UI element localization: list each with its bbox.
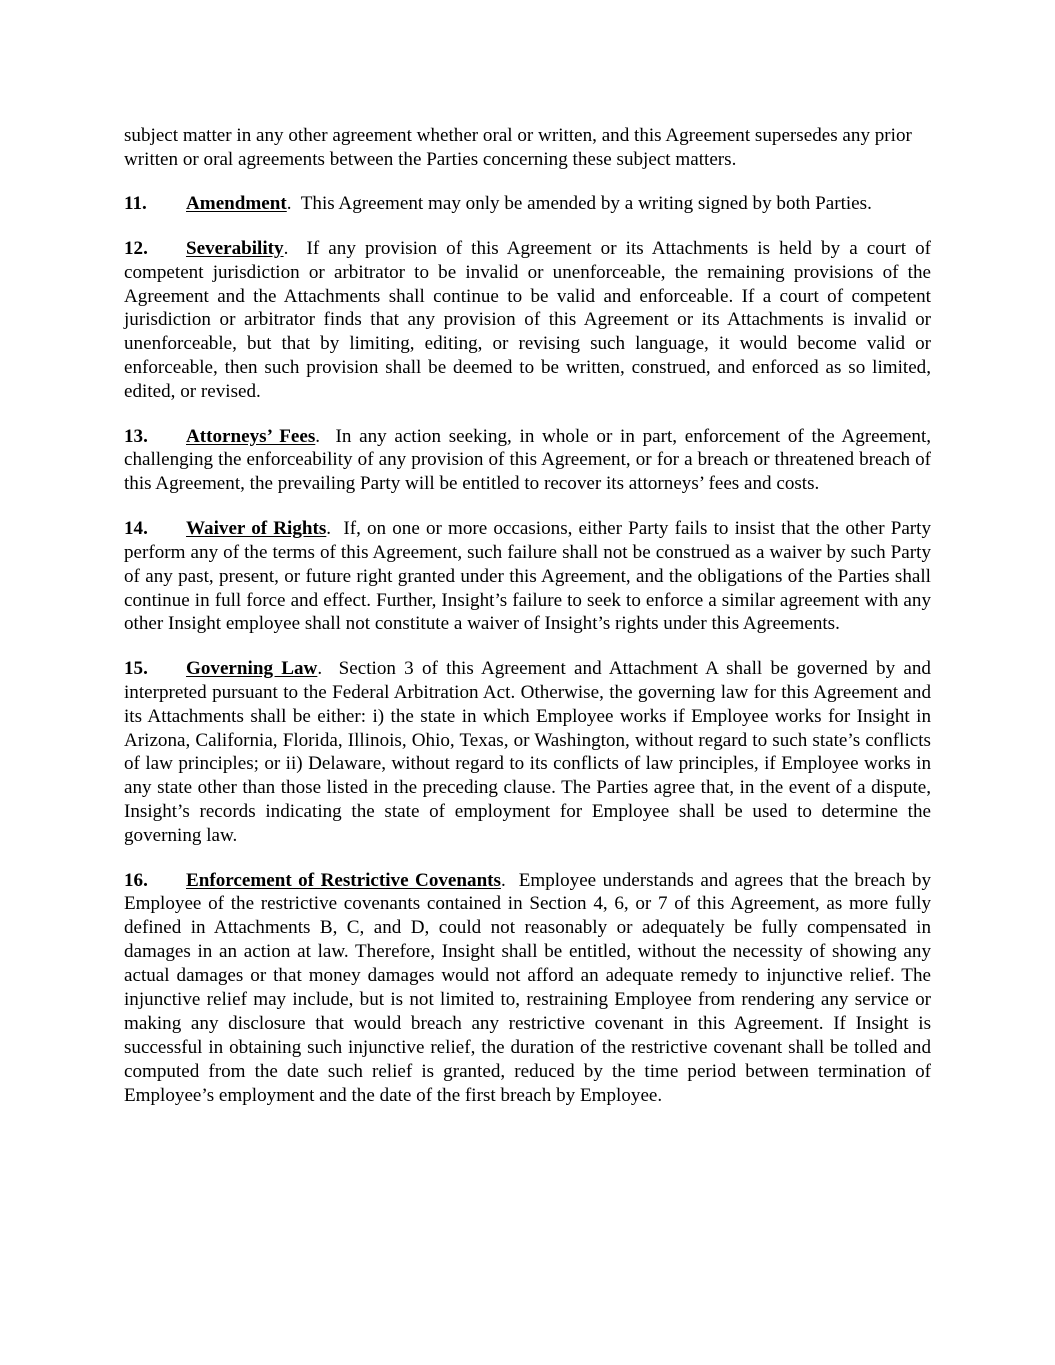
- section-number: 14.: [124, 517, 148, 539]
- section-heading: Severability: [186, 237, 284, 259]
- section-heading: Attorneys’ Fees: [186, 425, 316, 447]
- section-number: 11.: [124, 193, 147, 215]
- section-12: 12. Severability. If any provision of this Agreement or its Attachments is held by a court of competent jurisdiction or arbitrator to be invalid or unenforceable, the remaining provisions of the Agreement and the Attachments shall continue to be valid and enforceable. If a court of competent jurisdiction or arbitrator finds that any provision of this Agreement or its Attachments is invalid or unenforceable, but that by limiting, editing, or revising such language, it would become valid or enforceable, then such provision shall be deemed to be written, construed, and enforced as so limited, edited, or revised.: [124, 237, 931, 403]
- section-number: 15.: [124, 657, 148, 679]
- section-heading: Enforcement of Restrictive Covenants: [186, 869, 501, 891]
- intro-paragraph: subject matter in any other agreement whether oral or written, and this Agreement supersedes any prior written or oral agreements between the Parties concerning these subject matters.: [124, 125, 912, 170]
- section-heading: Governing Law: [186, 657, 318, 679]
- section-15: 15. Governing Law. Section 3 of this Agreement and Attachment A shall be governed by and interpreted pursuant to the Federal Arbitration Act. Otherwise, the governing law for this Agreement and its Attachments shall be either: i) the state in which Employee works if Employee works for Insight in Arizona, California, Florida, Illinois, Ohio, Texas, or Washington, without regard to such state’s conflicts of law principles; or ii) Delaware, without regard to its conflicts of law principles, if Employee works in any state other than those listed in the preceding clause. The Parties agree that, in the event of a dispute, Insight’s records indicating the state of employment for Employee shall be used to determine the governing law.: [124, 657, 931, 847]
- section-number: 16.: [124, 869, 148, 891]
- section-14: 14. Waiver of Rights. If, on one or more occasions, either Party fails to insist that the other Party perform any of the terms of this Agreement, such failure shall not be construed as a waiver by such Party of any past, present, or future right granted under this Agreement, and the obligations of the Parties shall continue in full force and effect. Further, Insight’s failure to seek to enforce a similar agreement with any other Insight employee shall not constitute a waiver of Insight’s rights under this Agreements.: [124, 517, 932, 635]
- section-body: If any provision of this Agreement or its Attachments is held by a court of competent jurisdiction or arbitrator to be invalid or unenforceable, the remaining provisions of the Agreement and the Attachments shall continue to be valid and enforceable. If a court of competent jurisdiction or arbitrator finds that any provision of this Agreement or its Attachments is invalid or unenforceable, but that by limiting, editing, or revising such language, it would become valid or enforceable, then such provision shall be deemed to be written, construed, and enforced as so limited, edited, or revised.: [124, 237, 931, 403]
- section-body: In any action seeking, in whole or in part, enforcement of the Agreement, challenging the enforceability of any provision of this Agreement, or for a breach or threatened breach of this Agreement, the prevailing Party will be entitled to recover its attorneys’ fees and costs.: [124, 425, 932, 495]
- section-body: Employee understands and agrees that the breach by Employee of the restrictive covenants contained in Section 4, 6, or 7 of this Agreement, as more fully defined in Attachments B, C, and D, could not reasonably or adequately be fully compensated in damages in an action at law. Therefore, Insight shall be entitled, without the necessity of showing any actual damages or that money damages would not afford an adequate remedy to injunctive relief. The injunctive relief may include, but is not limited to, restraining Employee from rendering any service or making any disclosure that would breach any restrictive covenant in this Agreement. If Insight is successful in obtaining such injunctive relief, the duration of the restrictive covenant shall be tolled and computed from the date such relief is granted, reduced by the time period between termination of Employee’s employment and the date of the first breach by Employee.: [124, 869, 931, 1106]
- section-number: 12.: [124, 237, 148, 259]
- section-body: Section 3 of this Agreement and Attachment A shall be governed by and interpreted pursuant to the Federal Arbitration Act. Otherwise, the governing law for this Agreement and its Attachments shall be either: i) the state in which Employee works if Employee works for Insight in Arizona, California, Florida, Illinois, Ohio, Texas, or Washington, without regard to such state’s conflicts of law principles; or ii) Delaware, without regard to its conflicts of law principles, if Employee works in any state other than those listed in the preceding clause. The Parties agree that, in the event of a dispute, Insight’s records indicating the state of employment for Employee shall be used to determine the governing law.: [124, 657, 931, 847]
- document-page: [124, 124, 931, 1128]
- section-13: 13. Attorneys’ Fees. In any action seeking, in whole or in part, enforcement of the Agreement, challenging the enforceability of any provision of this Agreement, or for a breach or threatened breach of this Agreement, the prevailing Party will be entitled to recover its attorneys’ fees and costs.: [124, 425, 932, 495]
- section-heading: Amendment: [186, 193, 287, 215]
- section-16: 16. Enforcement of Restrictive Covenants. Employee understands and agrees that the breach by Employee of the restrictive covenants contained in Section 4, 6, or 7 of this Agreement, as more fully defined in Attachments B, C, and D, could not reasonably or adequately be fully compensated in damages in an action at law. Therefore, Insight shall be entitled, without the necessity of showing any actual damages or that money damages would not afford an adequate remedy to injunctive relief. The injunctive relief may include, but is not limited to, restraining Employee from rendering any service or making any disclosure that would breach any restrictive covenant in this Agreement. If Insight is successful in obtaining such injunctive relief, the duration of the restrictive covenant shall be tolled and computed from the date such relief is granted, reduced by the time period between termination of Employee’s employment and the date of the first breach by Employee.: [124, 869, 931, 1106]
- section-11: 11. Amendment. This Agreement may only be amended by a writing signed by both Parties.: [124, 193, 872, 215]
- section-heading: Waiver of Rights: [186, 517, 327, 539]
- section-body: If, on one or more occasions, either Party fails to insist that the other Party perform any of the terms of this Agreement, such failure shall not be construed as a waiver by such Party of any past, present, or future right granted under this Agreement, and the obligations of the Parties shall continue in full force and effect. Further, Insight’s failure to seek to enforce a similar agreement with any other Insight employee shall not constitute a waiver of Insight’s rights under this Agreements.: [124, 517, 932, 635]
- section-body: This Agreement may only be amended by a writing signed by both Parties.: [300, 193, 872, 215]
- section-number: 13.: [124, 425, 148, 447]
